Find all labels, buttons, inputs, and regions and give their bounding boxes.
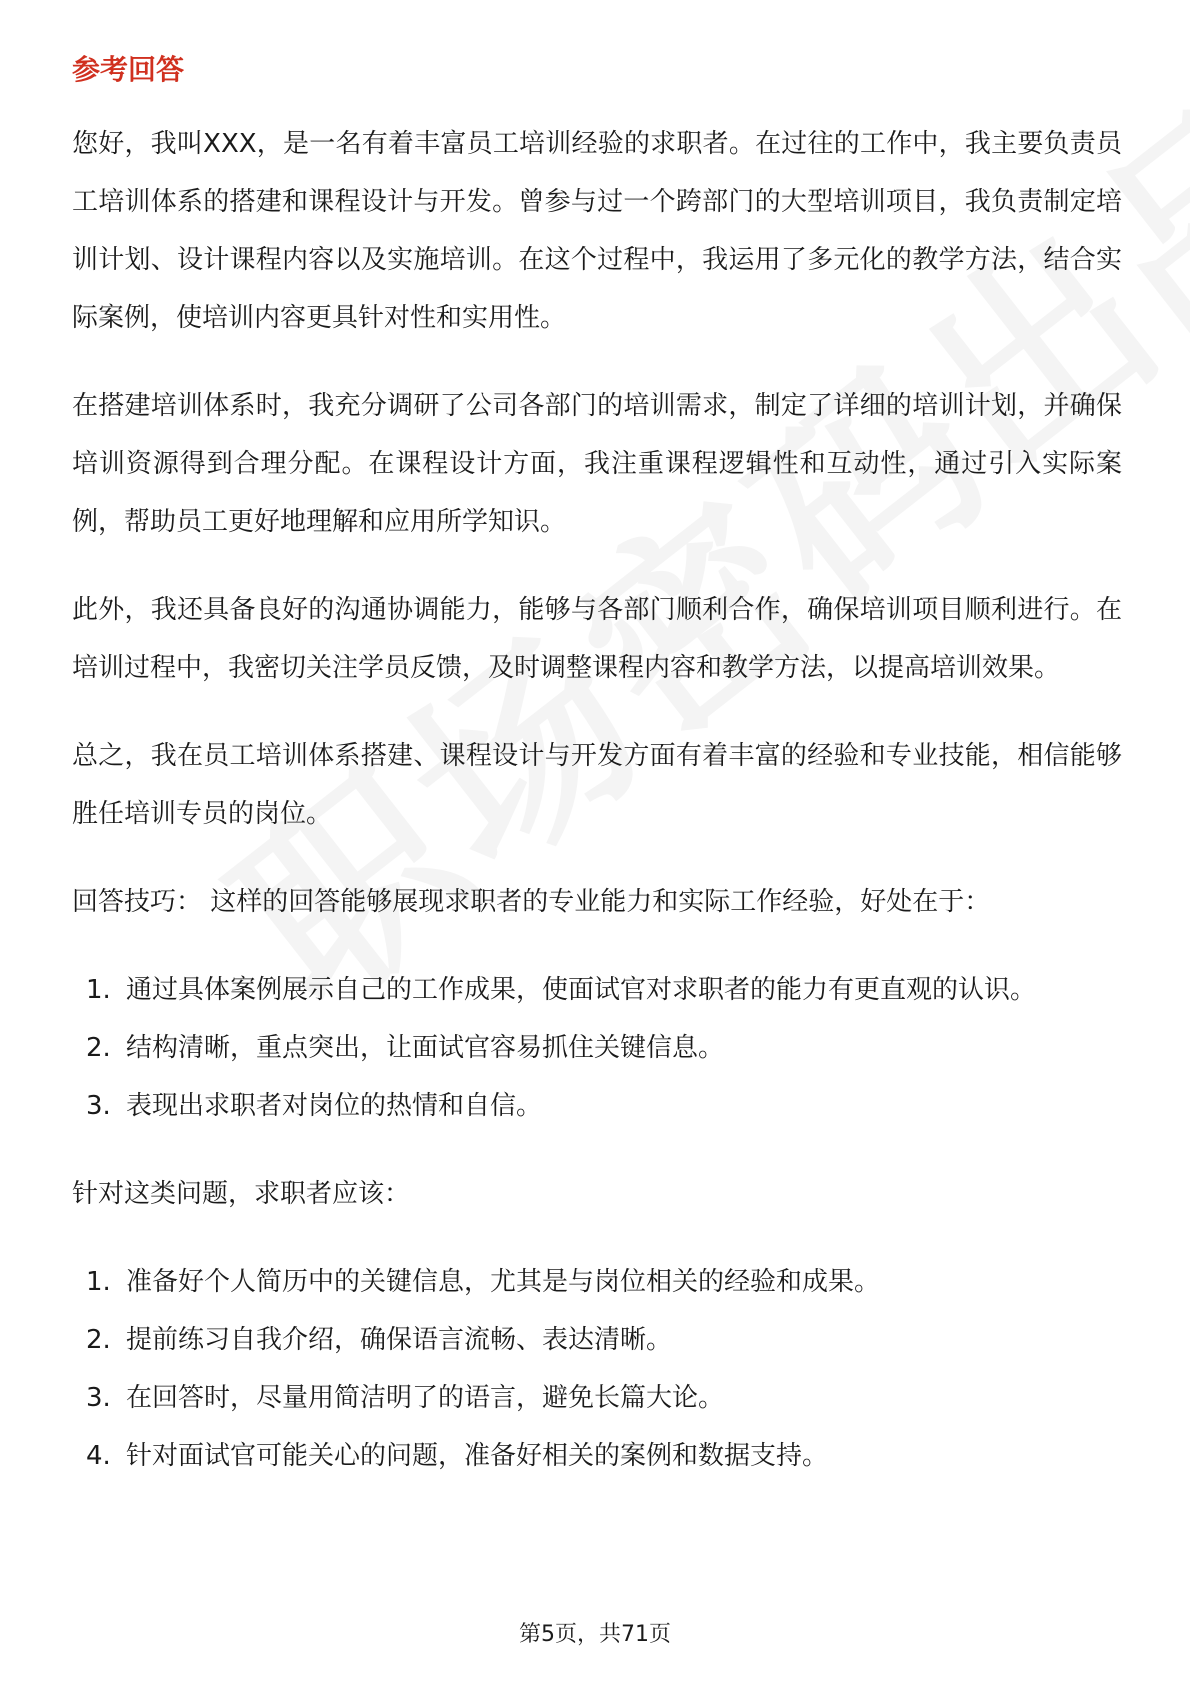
list-number: 2. xyxy=(86,1325,111,1355)
list-text: 通过具体案例展示自己的工作成果，使面试官对求职者的能力有更直观的认识。 xyxy=(126,975,1037,1005)
paragraph-summary: 总之，我在员工培训体系搭建、课程设计与开发方面有着丰富的经验和专业技能，相信能够胜任培训专员的岗位。 xyxy=(72,741,1122,829)
page-number: 第5页，共71页 xyxy=(519,1622,671,1647)
paragraph-communication: 此外，我还具备良好的沟通协调能力，能够与各部门顺利合作，确保培训项目顺利进行。在培训过程中，我密切关注学员反馈，及时调整课程内容和教学方法，以提高培训效果。 xyxy=(72,595,1122,683)
section-heading: 参考回答 xyxy=(72,53,185,86)
list-number: 1. xyxy=(86,975,111,1005)
list-number: 2. xyxy=(86,1033,111,1063)
list-item xyxy=(72,1427,1122,1485)
list-text: 针对面试官可能关心的问题，准备好相关的案例和数据支持。 xyxy=(126,1441,829,1471)
list-number: 1. xyxy=(86,1267,111,1297)
tips-list xyxy=(72,961,1122,1135)
list-item xyxy=(72,1369,1122,1427)
paragraph-intro: 您好，我叫XXX，是一名有着丰富员工培训经验的求职者。在过往的工作中，我主要负责员工培训体系的搭建和课程设计与开发。曾参与过一个跨部门的大型培训项目，我负责制定培训计划、设计课程内容以及实施培训。在这个过程中，我运用了多元化的教学方法，结合实际案例，使培训内容更具针对性和实用性。 xyxy=(72,129,1122,333)
answer-content xyxy=(72,115,1122,1515)
list-item xyxy=(72,1311,1122,1369)
list-text: 准备好个人简历中的关键信息，尤其是与岗位相关的经验和成果。 xyxy=(126,1267,881,1297)
tips-intro: 回答技巧： 这样的回答能够展现求职者的专业能力和实际工作经验，好处在于： xyxy=(72,887,991,917)
list-number: 3. xyxy=(86,1091,111,1121)
advice-list xyxy=(72,1253,1122,1485)
list-number: 4. xyxy=(86,1441,111,1471)
paragraph-training-system: 在搭建培训体系时，我充分调研了公司各部门的培训需求，制定了详细的培训计划，并确保培训资源得到合理分配。在课程设计方面，我注重课程逻辑性和互动性，通过引入实际案例，帮助员工更好地理解和应用所学知识。 xyxy=(72,391,1122,537)
list-item xyxy=(72,1253,1122,1311)
list-text: 结构清晰，重点突出，让面试官容易抓住关键信息。 xyxy=(126,1033,725,1063)
list-text: 表现出求职者对岗位的热情和自信。 xyxy=(126,1091,543,1121)
list-item xyxy=(72,961,1122,1019)
list-item xyxy=(72,1019,1122,1077)
list-number: 3. xyxy=(86,1383,111,1413)
list-item xyxy=(72,1077,1122,1135)
list-text: 提前练习自我介绍，确保语言流畅、表达清晰。 xyxy=(126,1325,673,1355)
advice-intro: 针对这类问题，求职者应该： xyxy=(72,1179,411,1209)
list-text: 在回答时，尽量用简洁明了的语言，避免长篇大论。 xyxy=(126,1383,725,1413)
